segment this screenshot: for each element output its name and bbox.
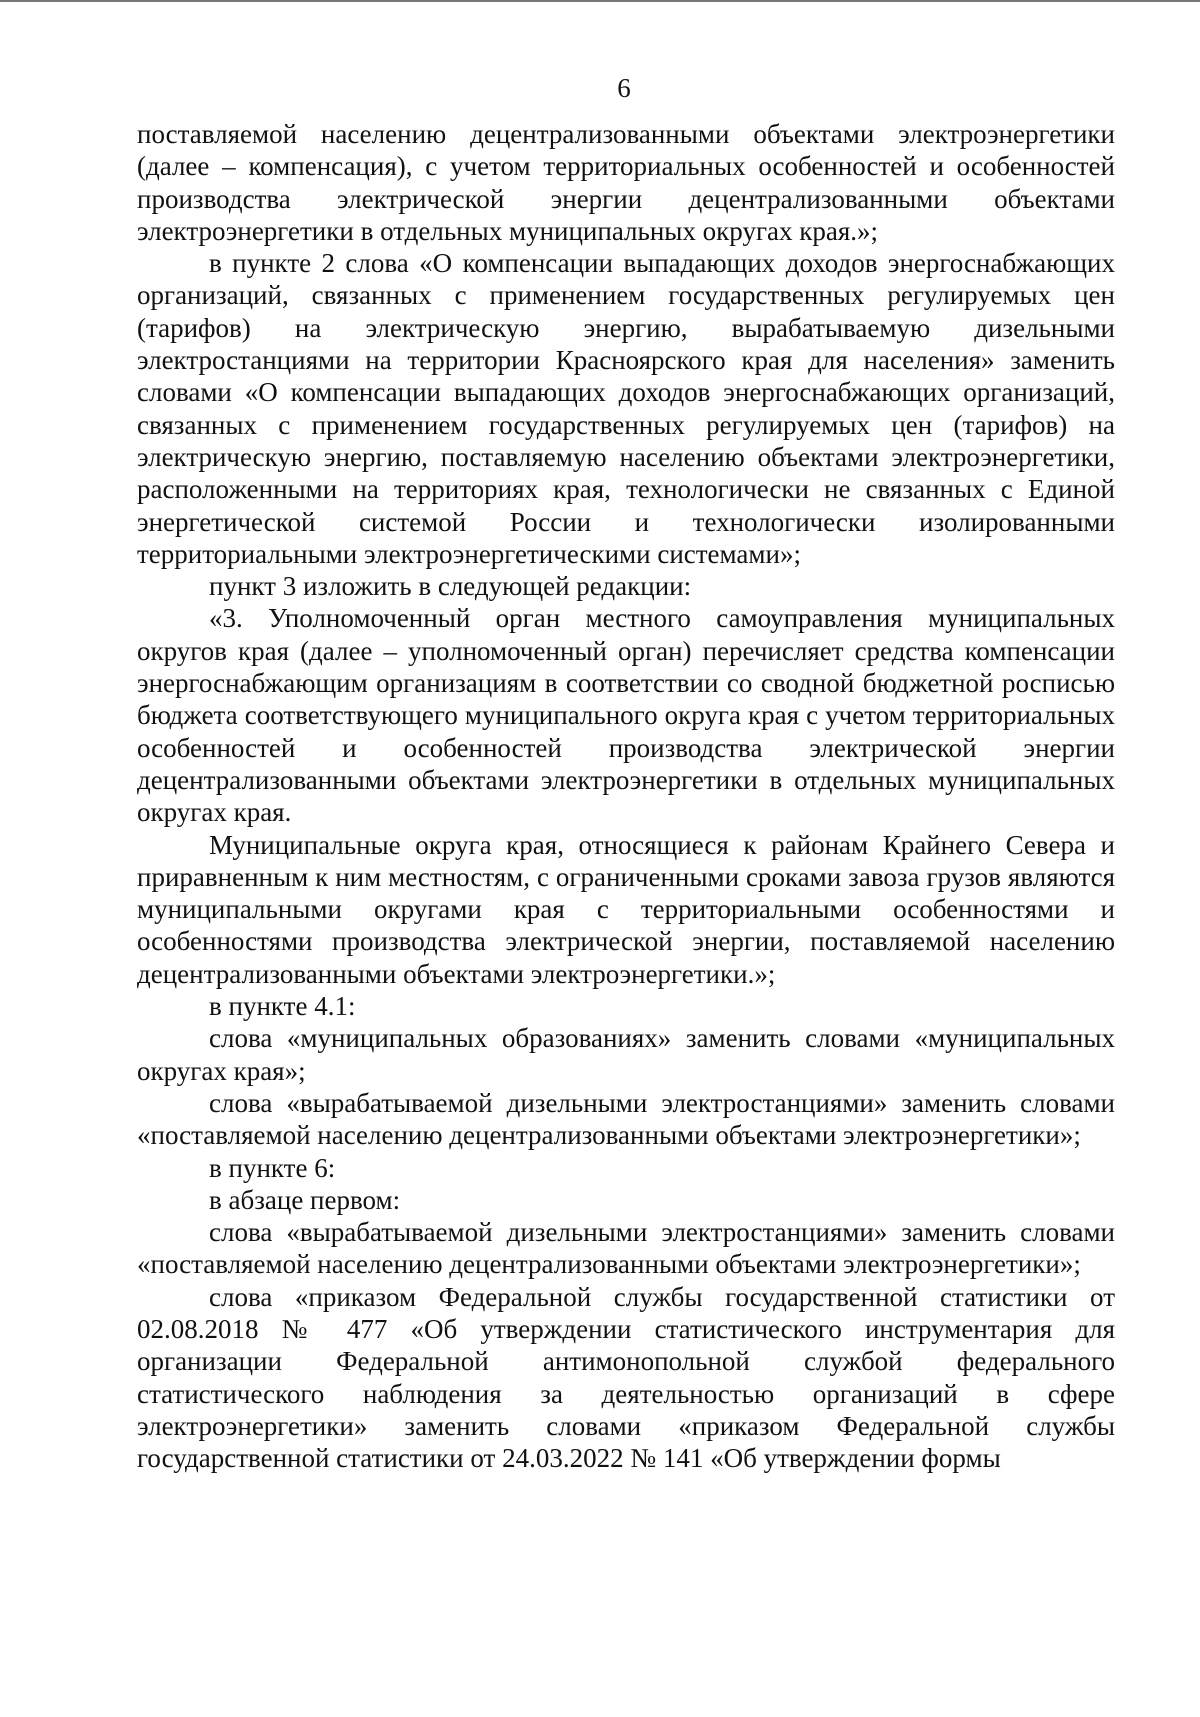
paragraph-2: в пункте 2 слова «О компенсации выпадающих доходов энергоснабжающих организаций, связанных с применением государственных регулируемых цен (тарифов) на электрическую энергию, вырабатываемую дизельными электростанциями на территории Красноярского края для населения» заменить словами «О компенсации выпадающих доходов энергоснабжающих организаций, связанных с применением государственных регулируемых цен (тарифов) на электрическую энергию, поставляемую населению объектами электроэнергетики, расположенными на территориях края, технологически не связанных с Единой энергетической системой России и технологически изолированными территориальными электроэнергетическими системами»;	[137, 248, 1115, 569]
paragraph-10: в абзаце первом:	[209, 1184, 401, 1215]
paragraph-1: поставляемой населению децентрализованными объектами электроэнергетики (далее – компенсация), с учетом территориальных особенностей и особенностей производства электрической энергии децентрализованными объектами электроэнергетики в отдельных муниципальных округах края.»;	[137, 119, 1115, 246]
paragraph-9: в пункте 6:	[209, 1152, 336, 1183]
page-top-border	[0, 0, 1200, 2]
paragraph-3: пункт 3 изложить в следующей редакции:	[209, 571, 692, 602]
paragraph-7: слова «муниципальных образованиях» заменить словами «муниципальных округах края»;	[137, 1023, 1115, 1086]
document-body	[137, 118, 1115, 1474]
paragraph-11: слова «вырабатываемой дизельными электростанциями» заменить словами «поставляемой населению децентрализованными объектами электроэнергетики»;	[137, 1217, 1115, 1280]
paragraph-6: в пункте 4.1:	[209, 991, 356, 1022]
paragraph-8: слова «вырабатываемой дизельными электростанциями» заменить словами «поставляемой населению децентрализованными объектами электроэнергетики»;	[137, 1087, 1115, 1151]
paragraph-5: Муниципальные округа края, относящиеся к районам Крайнего Севера и приравненным к ним местностям, с ограниченными сроками завоза грузов являются муниципальными округами края с территориальными особенностями и особенностями производства электрической энергии, поставляемой населению децентрализованными объектами электроэнергетики.»;	[137, 829, 1115, 989]
page-number: 6	[617, 73, 631, 103]
paragraph-12: слова «приказом Федеральной службы государственной статистики от 02.08.2018 № 477 «Об утверждении статистического инструментария для организации Федеральной антимонопольной службой федерального статистического наблюдения за деятельностью организаций в сфере электроэнергетики» заменить словами «приказом Федеральной службы государственной статистики от 24.03.2022 № 141 «Об утверждении формы	[137, 1281, 1115, 1474]
paragraph-4: «3. Уполномоченный орган местного самоуправления муниципальных округов края (далее – уполномоченный орган) перечисляет средства компенсации энергоснабжающим организациям в соответствии со сводной бюджетной росписью бюджета соответствующего муниципального округа края с учетом территориальных особенностей и особенностей производства электрической энергии децентрализованными объектами электроэнергетики в отдельных муниципальных округах края.	[137, 603, 1115, 828]
